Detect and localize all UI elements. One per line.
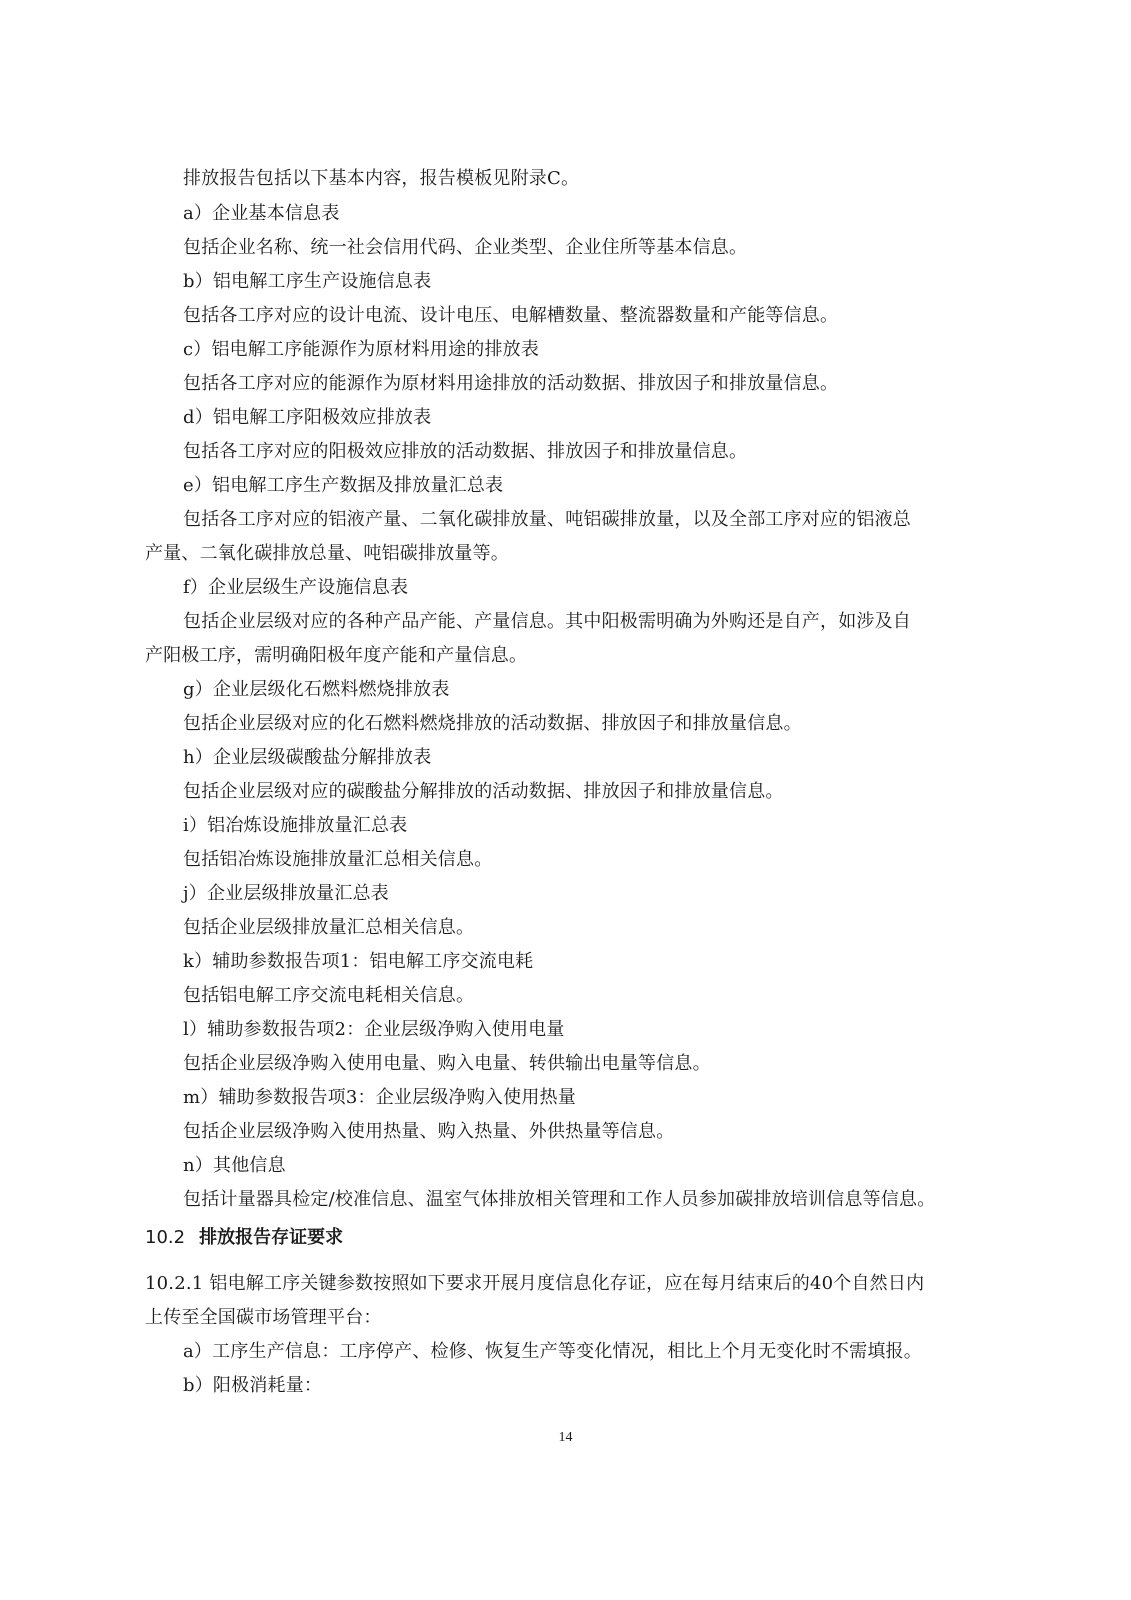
- item-description: 包括各工序对应的阳极效应排放的活动数据、排放因子和排放量信息。: [183, 441, 748, 462]
- item-description: 产阳极工序，需明确阳极年度产能和产量信息。: [145, 645, 528, 666]
- item-title: n）其他信息: [183, 1155, 286, 1176]
- item-description: 产量、二氧化碳排放总量、吨铝碳排放量等。: [145, 543, 509, 564]
- item-title: c）铝电解工序能源作为原材料用途的排放表: [183, 339, 540, 360]
- item-description: 包括各工序对应的铝液产量、二氧化碳排放量、吨铝碳排放量，以及全部工序对应的铝液总: [183, 509, 911, 530]
- item-description: 包括企业层级对应的各种产品产能、产量信息。其中阳极需明确为外购还是自产，如涉及自: [183, 611, 911, 632]
- item-description: 包括各工序对应的设计电流、设计电压、电解槽数量、整流器数量和产能等信息。: [183, 305, 839, 326]
- item-description: 包括企业层级净购入使用电量、购入电量、转供输出电量等信息。: [183, 1053, 711, 1074]
- item-title: f）企业层级生产设施信息表: [183, 577, 409, 598]
- item-title: j）企业层级排放量汇总表: [183, 883, 389, 904]
- item-title: l）辅助参数报告项2：企业层级净购入使用电量: [183, 1019, 565, 1040]
- item-description: 包括企业层级对应的化石燃料燃烧排放的活动数据、排放因子和排放量信息。: [183, 713, 802, 734]
- item-title: d）铝电解工序阳极效应排放表: [183, 407, 432, 428]
- clause-paragraph: 上传至全国碳市场管理平台：: [145, 1307, 382, 1328]
- item-description: 包括企业层级对应的碳酸盐分解排放的活动数据、排放因子和排放量信息。: [183, 781, 784, 802]
- item-title: k）辅助参数报告项1：铝电解工序交流电耗: [183, 951, 534, 972]
- item-description: 包括计量器具检定/校准信息、温室气体排放相关管理和工作人员参加碳排放培训信息等信息。: [183, 1189, 936, 1210]
- item-description: 包括各工序对应的能源作为原材料用途排放的活动数据、排放因子和排放量信息。: [183, 373, 839, 394]
- item-title: b）铝电解工序生产设施信息表: [183, 271, 432, 292]
- item-title: g）企业层级化石燃料燃烧排放表: [183, 679, 450, 700]
- section-number: 10.2: [145, 1227, 186, 1248]
- item-title: m）辅助参数报告项3：企业层级净购入使用热量: [183, 1087, 576, 1108]
- item-description: 包括铝电解工序交流电耗相关信息。: [183, 985, 475, 1006]
- item-description: 包括企业层级净购入使用热量、购入热量、外供热量等信息。: [183, 1121, 675, 1142]
- item-description: 包括企业名称、统一社会信用代码、企业类型、企业住所等基本信息。: [183, 237, 748, 258]
- item-title: i）铝冶炼设施排放量汇总表: [183, 815, 408, 836]
- item-description: 包括铝冶炼设施排放量汇总相关信息。: [183, 849, 493, 870]
- clause-paragraph: 10.2.1 铝电解工序关键参数按照如下要求开展月度信息化存证，应在每月结束后的40个自然日内: [145, 1273, 925, 1294]
- section-title: 排放报告存证要求: [199, 1227, 344, 1248]
- sub-item: a）工序生产信息：工序停产、检修、恢复生产等变化情况，相比上个月无变化时不需填报。: [183, 1341, 922, 1362]
- intro-paragraph: 排放报告包括以下基本内容，报告模板见附录C。: [183, 168, 580, 189]
- page-number: 14: [558, 1430, 573, 1445]
- section-heading: [145, 1226, 343, 1250]
- sub-item: b）阳极消耗量：: [183, 1375, 323, 1396]
- item-description: 包括企业层级排放量汇总相关信息。: [183, 917, 475, 938]
- item-title: h）企业层级碳酸盐分解排放表: [183, 747, 432, 768]
- item-title: a）企业基本信息表: [183, 203, 340, 224]
- item-title: e）铝电解工序生产数据及排放量汇总表: [183, 475, 504, 496]
